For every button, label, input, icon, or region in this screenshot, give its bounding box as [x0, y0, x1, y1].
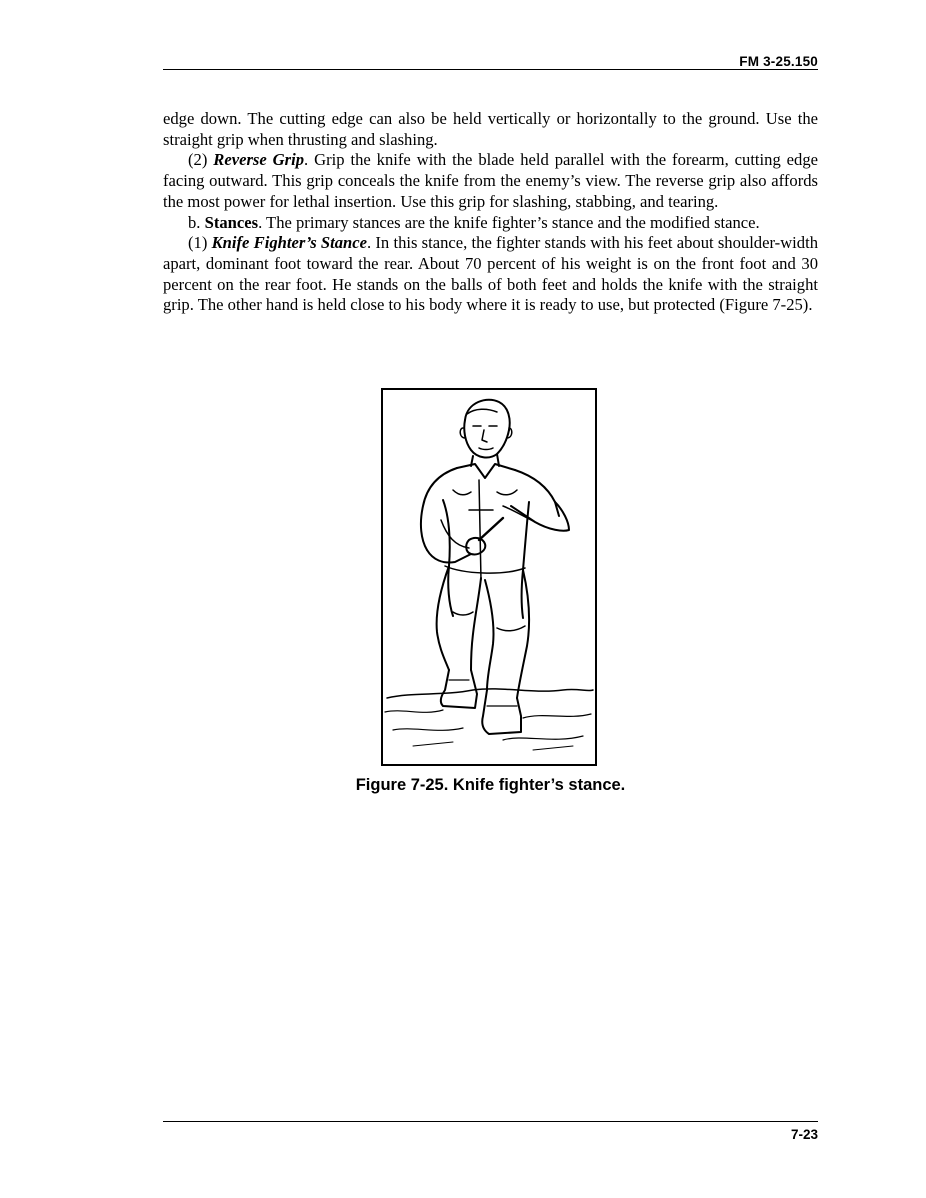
paragraph-knife-fighters-stance: [163, 233, 818, 316]
footer-rule: [163, 1121, 818, 1122]
term-reverse-grip: Reverse Grip: [213, 150, 305, 170]
paragraph-number: b.: [188, 212, 205, 232]
paragraph-text: . The primary stances are the knife fighter’s stance and the modified stance.: [258, 212, 760, 232]
paragraph-1: edge down. The cutting edge can also be held vertically or horizontally to the ground. Use the straight grip when thrusting and slashing.: [163, 109, 818, 149]
figure-frame: [381, 388, 597, 766]
term-knife-fighters-stance: Knife Fighter’s Stance: [211, 233, 367, 253]
manual-id: FM 3-25.150: [739, 54, 818, 69]
paragraph-text: . Grip the knife with the blade held parallel with the forearm, cutting edge facing outward. This grip conceals the knife from the enemy’s view. The reverse grip also affords the most power for lethal insertion. Use this grip for slashing, stabbing, and tearing.: [163, 150, 818, 211]
page-number: 7-23: [790, 1127, 818, 1142]
paragraph-number: (2): [188, 150, 214, 170]
header-rule: [163, 69, 818, 70]
paragraph-number: (1): [188, 233, 212, 253]
paragraph-reverse-grip: [163, 150, 818, 212]
paragraph-text: . In this stance, the fighter stands with his feet about shoulder-width apart, dominant foot toward the rear. About 70 percent of his weight is on the front foot and 30 percent on the rear foot. He stands on the balls of both feet and holds the knife with the straight grip. The other hand is held close to his body where it is ready to use, but protected (Figure 7-25).: [163, 233, 818, 315]
paragraph-stances: [163, 213, 818, 234]
body-text: [163, 109, 818, 316]
knife-fighter-illustration: [383, 390, 595, 764]
figure-caption: Figure 7-25. Knife fighter’s stance.: [355, 776, 626, 794]
term-stances: Stances: [204, 212, 259, 232]
